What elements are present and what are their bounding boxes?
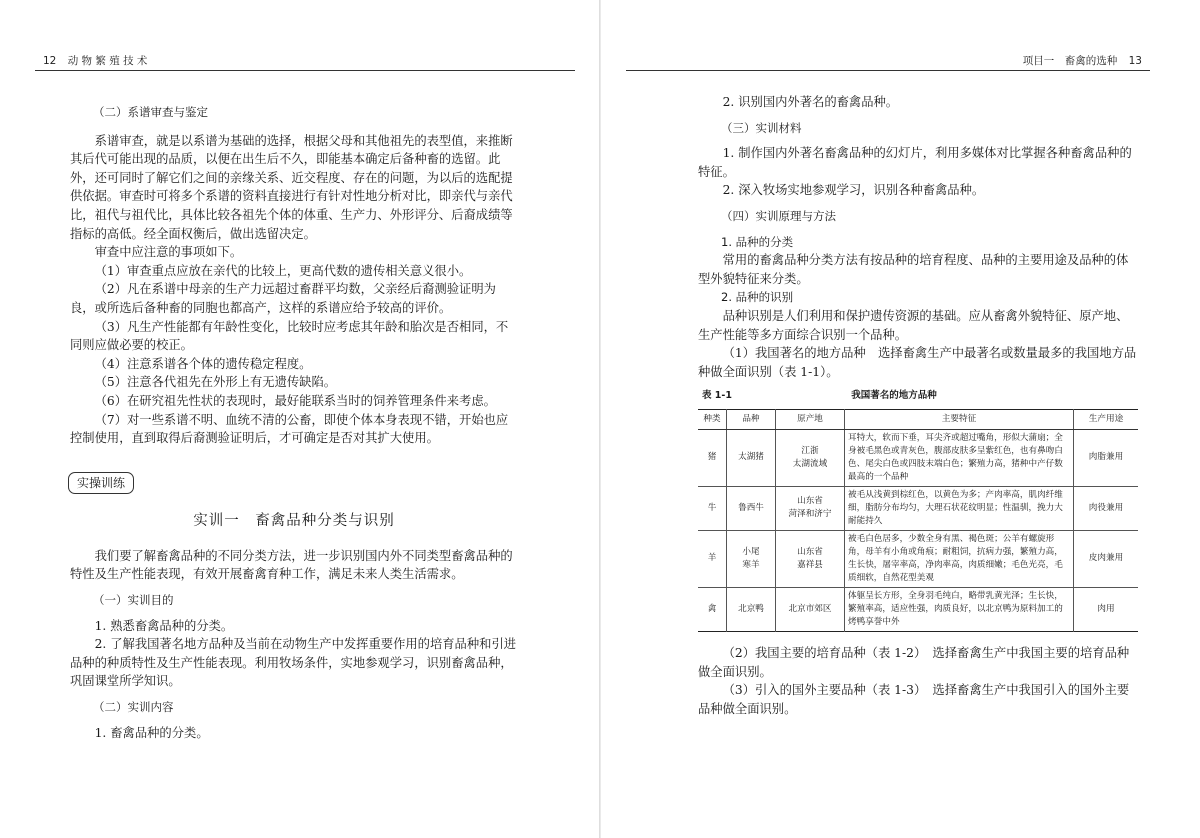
note-item: （5）注意各代祖先在外形上有无遗传缺陷。	[94, 375, 337, 390]
purpose-item: 1. 熟悉畜禽品种的分类。	[94, 618, 234, 633]
table-row	[698, 486, 1138, 530]
section-heading-pedigree: （二）系谱审查与鉴定	[93, 105, 208, 119]
book-title: 动 物 繁 殖 技 术	[67, 55, 148, 67]
table-row	[698, 530, 1138, 587]
cell-species: 猪	[698, 429, 727, 486]
content-item: 1. 畜禽品种的分类。	[94, 725, 209, 740]
cell-features: 被毛从浅黄到棕红色，以黄色为多；产肉率高，肌肉纤维细，脂肪分布均匀，大理石状花纹明显；性温驯，挽力大耐能持久	[845, 486, 1074, 530]
local-breeds-table	[698, 409, 1138, 632]
purpose-heading: （一）实训目的	[93, 593, 174, 608]
right-header-rule	[626, 70, 1150, 71]
cell-breed: 鲁西牛	[727, 486, 776, 530]
col-header-origin: 原产地	[776, 409, 845, 429]
col-header-species: 种类	[698, 409, 727, 429]
note-item: （6）在研究祖先性状的表现时，最好能联系当时的饲养管理条件来考虑。	[94, 393, 496, 408]
content-item: 2. 识别国内外著名的畜禽品种。	[722, 95, 899, 109]
cell-breed: 小尾 寒羊	[727, 530, 776, 587]
cell-species: 羊	[698, 530, 727, 587]
notes-intro: 审查中应注意的事项如下。	[94, 245, 243, 260]
note-item: （7）对一些系谱不明、血统不清的公畜，即使个体本身表现不错，开始也应控制使用，直到取得后裔测验证明后，才可确定是否对其扩大使用。	[70, 412, 509, 446]
left-running-head	[35, 53, 147, 68]
table-row	[698, 429, 1138, 486]
shixun-title: 实训一 畜禽品种分类与识别	[193, 513, 395, 530]
col-header-features: 主要特征	[845, 409, 1074, 429]
classification-text: 常用的畜禽品种分类方法有按品种的培育程度、品种的主要用途及品种的体型外貌特征来分类。	[698, 253, 1129, 286]
cell-species: 禽	[707, 603, 717, 614]
cell-usage: 肉脂兼用	[1074, 429, 1139, 486]
identification-text: 品种识别是人们利用和保护遗传资源的基础。应从畜禽外貌特征、原产地、生产性能等多方面综合识别一个品种。	[698, 308, 1129, 342]
cell-breed: 北京鸭	[727, 587, 776, 631]
right-page-number: 13	[1128, 55, 1142, 67]
materials-heading: （三）实训材料	[721, 120, 802, 135]
table-title: 我国著名的地方品种	[851, 390, 937, 402]
cell-usage: 肉用	[1074, 587, 1139, 631]
project-title: 项目一 畜禽的选种	[1022, 55, 1118, 67]
table-header-row	[698, 409, 1138, 429]
cell-usage: 皮肉兼用	[1074, 530, 1139, 587]
left-header-rule	[35, 70, 575, 71]
pedigree-intro-paragraph: 系谱审查，就是以系谱为基础的选择，根据父母和其他祖先的表型值，来推断其后代可能出现的品质，以便在出生后不久，即能基本确定后备种畜的选留。此外，还可同时了解它们之间的亲缘关系、近交程度、存在的问题，为以后的选配提供依据。审查时可将多个系谱的资料直接进行有针对性地分析对比，即亲代与亲代比，祖代与祖代比，具体比较各祖先个体的体重、生产力、外形评分、后裔成绩等指标的高低。经全面权衡后，做出选留决定。	[70, 133, 513, 241]
shixun-intro: 我们要了解畜禽品种的不同分类方法，进一步识别国内外不同类型畜禽品种的特性及生产性能表现，有效开展畜禽育种工作，满足未来人类生活需求。	[70, 548, 513, 582]
purpose-item: 2. 了解我国著名地方品种及当前在动物生产中发挥重要作用的培育品种和引进品种的种质特性及生产性能表现。利用牧场条件，实地参观学习，识别畜禽品种，巩固课堂所学知识。	[70, 637, 517, 689]
cultivated-breeds-text: （2）我国主要的培育品种（表 1-2） 选择畜禽生产中我国主要的培育品种做全面识别。	[698, 645, 1130, 679]
cell-features: 体躯呈长方形，全身羽毛纯白，略带乳黄光泽；生长快，繁殖率高，适应性强，肉质良好，以北京鸭为原料加工的烤鸭享誉中外	[845, 587, 1074, 631]
table-caption	[698, 387, 1138, 406]
cell-breed: 太湖猪	[727, 429, 776, 486]
cell-usage: 肉役兼用	[1074, 486, 1139, 530]
table-number: 表 1-1	[702, 390, 732, 402]
cell-origin: 山东省 嘉祥县	[776, 530, 845, 587]
cell-origin: 北京市郊区	[776, 587, 845, 631]
identification-heading: 2. 品种的识别	[721, 290, 794, 305]
table-row	[698, 587, 1138, 631]
col-header-usage: 生产用途	[1074, 409, 1139, 429]
cell-features: 耳特大，软而下垂，耳尖齐或超过嘴角，形似大蒲扇；全身被毛黑色或青灰色，腹部皮肤多呈紫红色，也有鼻吻白色、尾尖白色或四肢末端白色；繁殖力高，猪种中产仔数最高的一个品种	[845, 429, 1074, 486]
classification-heading: 1. 品种的分类	[721, 234, 794, 249]
cell-features: 被毛白色居多，少数全身有黑、褐色斑；公羊有螺旋形角，母羊有小角或角痕；耐粗饲，抗病力强，繁殖力高，生长快，屠宰率高，净肉率高，肉质细嫩；毛色光亮，毛质细软，自然花型美观	[845, 530, 1074, 587]
right-page-body	[698, 93, 1138, 718]
cell-origin: 江浙 太湖流域	[776, 429, 845, 486]
cell-origin: 山东省 菏泽和济宁	[776, 486, 845, 530]
cell-species: 牛	[698, 486, 727, 530]
materials-item: 2. 深入牧场实地参观学习，识别各种畜禽品种。	[722, 183, 985, 198]
right-running-head	[1023, 53, 1150, 68]
left-page-body	[70, 103, 518, 742]
col-header-breed: 品种	[727, 409, 776, 429]
imported-breeds-text: （3）引入的国外主要品种（表 1-3） 选择畜禽生产中我国引入的国外主要品种做全面识别。	[698, 683, 1130, 716]
note-item: （1）审查重点应放在亲代的比较上，更高代数的遗传相关意义很小。	[94, 263, 472, 278]
note-item: （3）凡生产性能都有年龄性变化，比较时应考虑其年龄和胎次是否相同，不同则应做必要的校正。	[70, 319, 509, 353]
note-item: （2）凡在系谱中母亲的生产力远超过畜群平均数，父亲经后裔测验证明为良，或所选后备种畜的同胞也都高产，这样的系谱应给予较高的评价。	[70, 282, 496, 315]
left-page-number: 12	[43, 55, 57, 67]
note-item: （4）注意系谱各个体的遗传稳定程度。	[94, 356, 312, 371]
practice-training-label: 实操训练	[68, 472, 134, 495]
content-heading: （二）实训内容	[93, 700, 174, 715]
principle-heading: （四）实训原理与方法	[721, 208, 836, 223]
local-breeds-text: （1）我国著名的地方品种 选择畜禽生产中最著名或数量最多的我国地方品种做全面识别（表 1-1）。	[698, 346, 1137, 379]
left-page	[0, 0, 599, 838]
materials-item: 1. 制作国内外著名畜禽品种的幻灯片，利用多媒体对比掌握各种畜禽品种的特征。	[698, 146, 1132, 179]
right-page	[601, 0, 1200, 838]
